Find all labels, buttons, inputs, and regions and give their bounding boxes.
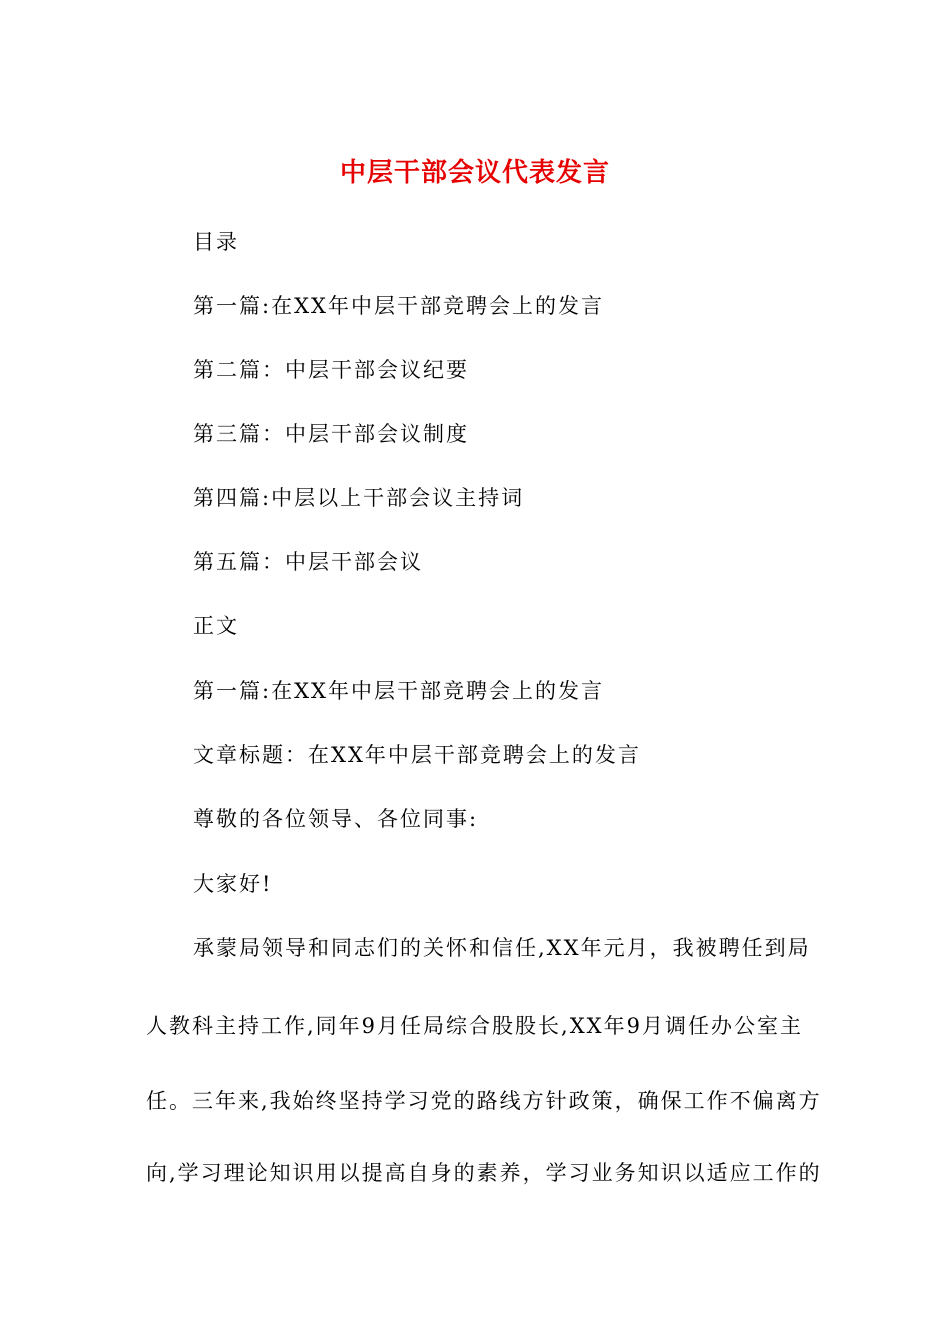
toc-item-1: 第一篇:在XX年中层干部竞聘会上的发言 — [193, 294, 604, 318]
paragraph-line-2: 人教科主持工作,同年9月任局综合股股长,XX年9月调任办公室主 — [146, 1014, 803, 1038]
toc-item-5: 第五篇：中层干部会议 — [193, 550, 423, 574]
toc-item-4: 第四篇:中层以上干部会议主持词 — [193, 486, 525, 510]
toc-heading: 目录 — [193, 230, 239, 254]
paragraph-line-4: 向,学习理论知识用以提高自身的素养，学习业务知识以适应工作的 — [146, 1161, 822, 1185]
document-title: 中层干部会议代表发言 — [339, 158, 610, 188]
toc-item-2: 第二篇：中层干部会议纪要 — [193, 358, 469, 382]
paragraph-line-1: 承蒙局领导和同志们的关怀和信任,XX年元月，我被聘任到局 — [193, 936, 811, 960]
article-title: 文章标题：在XX年中层干部竞聘会上的发言 — [193, 743, 641, 767]
salutation: 尊敬的各位领导、各位同事: — [193, 807, 479, 831]
body-heading: 正文 — [193, 614, 239, 638]
article-heading: 第一篇:在XX年中层干部竞聘会上的发言 — [193, 679, 604, 703]
paragraph-line-3: 任。三年来,我始终坚持学习党的路线方针政策，确保工作不偏离方 — [146, 1089, 822, 1113]
greeting: 大家好! — [193, 872, 273, 896]
toc-item-3: 第三篇：中层干部会议制度 — [193, 422, 469, 446]
